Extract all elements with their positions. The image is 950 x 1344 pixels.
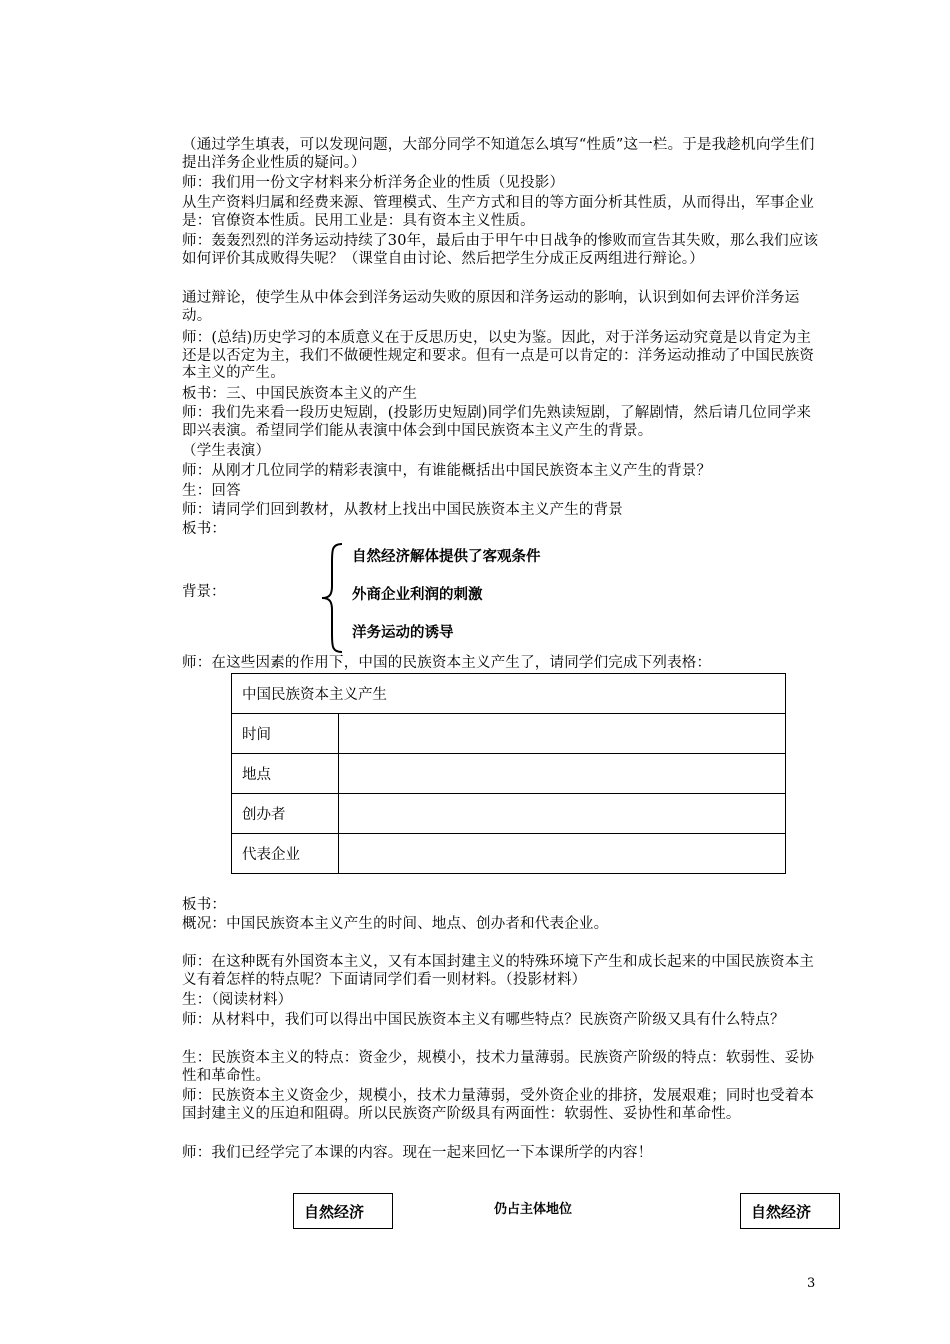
- background-item-1: 自然经济解体提供了客观条件: [352, 549, 541, 565]
- para-9: （学生表演）: [182, 443, 271, 459]
- row-value[interactable]: [339, 794, 786, 834]
- background-item-3: 洋务运动的诱导: [352, 625, 454, 641]
- row-value[interactable]: [339, 714, 786, 754]
- row-label: 代表企业: [232, 834, 339, 874]
- row-label: 时间: [232, 714, 339, 754]
- para-16: 师：在这种既有外国资本主义，又有本国封建主义的特殊环境下产生和成长起来的中国民族资本主义有着怎样的特点呢？下面请同学们看一则材料。（投影材料）: [182, 954, 815, 988]
- row-label: 地点: [232, 754, 339, 794]
- table-row: [232, 794, 786, 834]
- para-18: 师：从材料中，我们可以得出中国民族资本主义有哪些特点？民族资产阶级又具有什么特点？: [182, 1012, 785, 1028]
- table-row: [232, 834, 786, 874]
- table-row: [232, 754, 786, 794]
- para-11: 生：回答: [182, 483, 241, 499]
- para-20: 师：民族资本主义资金少，规模小，技术力量薄弱，受外资企业的排挤，发展艰难；同时也受着本国封建主义的压迫和阻碍。所以民族资产阶级具有两面性：软弱性、妥协性和革命性。: [182, 1088, 815, 1122]
- para-5: 通过辩论，使学生从中体会到洋务运动失败的原因和洋务运动的影响，认识到如何去评价洋务运动。: [182, 290, 800, 324]
- para-17: 生：（阅读材料）: [182, 992, 293, 1008]
- row-value[interactable]: [339, 754, 786, 794]
- para-1: （通过学生填表，可以发现问题，大部分同学不知道怎么填写“性质”这一栏。于是我趁机向学生们提出洋务企业性质的疑问。）: [182, 137, 815, 171]
- para-2: 师：我们用一份文字材料来分析洋务企业的性质（见投影）: [182, 175, 565, 191]
- para-10: 师：从刚才几位同学的精彩表演中，有谁能概括出中国民族资本主义产生的背景？: [182, 463, 712, 479]
- para-3: 从生产资料归属和经费来源、管理模式、生产方式和目的等方面分析其性质，从而得出，军事企业是：官僚资本性质。民用工业是：具有资本主义性质。: [182, 195, 815, 229]
- para-4: 师：轰轰烈烈的洋务运动持续了30年，最后由于甲午中日战争的惨败而宣告其失败，那么我们应该如何评价其成败得失呢？（课堂自由讨论、然后把学生分成正反两组进行辩论。）: [182, 233, 819, 267]
- background-item-2: 外商企业利润的刺激: [352, 587, 483, 603]
- para-19: 生：民族资本主义的特点：资金少，规模小，技术力量薄弱。民族资产阶级的特点：软弱性、妥协性和革命性。: [182, 1050, 815, 1084]
- para-13: 板书：: [182, 521, 227, 537]
- para-7: 板书：三、中国民族资本主义的产生: [182, 386, 418, 402]
- para-14: 板书：: [182, 897, 227, 913]
- table-title: 中国民族资本主义产生: [232, 674, 786, 714]
- diagram-right-box: 自然经济: [740, 1193, 840, 1229]
- para-6: 师：(总结)历史学习的本质意义在于反思历史，以史为鉴。因此，对于洋务运动究竟是以肯定为主还是以否定为主，我们不做硬性规定和要求。但有一点是可以肯定的：洋务运动推动了中国民族资本主义的产生。: [182, 330, 815, 381]
- background-label: 背景：: [182, 584, 226, 600]
- para-21: 师：我们已经学完了本课的内容。现在一起来回忆一下本课所学的内容！: [182, 1145, 653, 1161]
- para-15: 概况：中国民族资本主义产生的时间、地点、创办者和代表企业。: [182, 916, 609, 932]
- fill-in-table: [231, 673, 786, 874]
- para-12: 师：请同学们回到教材，从教材上找出中国民族资本主义产生的背景: [182, 502, 623, 518]
- row-value[interactable]: [339, 834, 786, 874]
- table-intro: 师：在这些因素的作用下，中国的民族资本主义产生了，请同学们完成下列表格：: [182, 655, 712, 671]
- row-label: 创办者: [232, 794, 339, 834]
- curly-brace-icon: [318, 542, 346, 654]
- para-8: 师：我们先来看一段历史短剧，(投影历史短剧)同学们先熟读短剧，了解剧情，然后请几位同学来即兴表演。希望同学们能从表演中体会到中国民族资本主义产生的背景。: [182, 405, 812, 439]
- diagram-left-box: 自然经济: [293, 1193, 393, 1229]
- table-row: [232, 714, 786, 754]
- diagram-middle-label: 仍占主体地位: [494, 1202, 573, 1217]
- page-number: 3: [807, 1276, 816, 1291]
